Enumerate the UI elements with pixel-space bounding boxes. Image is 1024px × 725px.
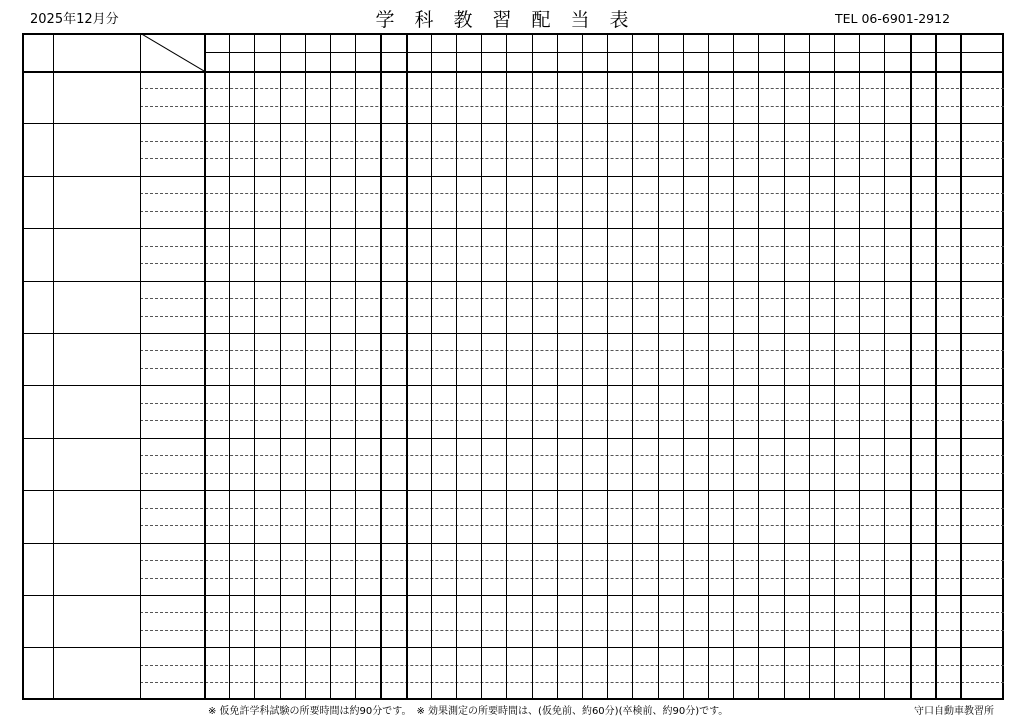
room-rule xyxy=(140,141,1004,142)
day-rule xyxy=(406,33,408,700)
room-rule xyxy=(140,246,1004,247)
room-rule xyxy=(140,316,1004,317)
period-rule xyxy=(22,333,1004,334)
period-rule xyxy=(22,490,1004,491)
day-rule xyxy=(254,33,255,700)
day-rule xyxy=(431,33,432,700)
room-rule xyxy=(140,560,1004,561)
day-rule xyxy=(532,33,533,700)
period-rule xyxy=(22,595,1004,596)
col-rule xyxy=(53,33,54,700)
day-rule xyxy=(935,33,937,700)
day-rule xyxy=(733,33,734,700)
period-rule xyxy=(22,647,1004,648)
day-rule xyxy=(859,33,860,700)
period-rule xyxy=(22,385,1004,386)
room-rule xyxy=(140,368,1004,369)
period-rule xyxy=(22,543,1004,544)
day-rule xyxy=(355,33,356,700)
period-rule xyxy=(22,281,1004,282)
room-rule xyxy=(140,298,1004,299)
day-rule xyxy=(658,33,659,700)
room-rule xyxy=(140,630,1004,631)
day-rule xyxy=(632,33,633,700)
col-rule xyxy=(140,33,141,700)
room-rule xyxy=(140,665,1004,666)
day-rule xyxy=(229,33,230,700)
day-rule xyxy=(557,33,558,700)
period-rule xyxy=(22,438,1004,439)
table-border xyxy=(22,33,1004,700)
day-rule xyxy=(305,33,306,700)
school-name: 守口自動車教習所 xyxy=(914,706,994,717)
day-rule xyxy=(607,33,608,700)
day-rule xyxy=(809,33,810,700)
day-rule xyxy=(884,33,885,700)
room-rule xyxy=(140,88,1004,89)
day-rule xyxy=(380,33,382,700)
period-rule xyxy=(22,228,1004,229)
period-rule xyxy=(22,176,1004,177)
room-rule xyxy=(140,525,1004,526)
room-rule xyxy=(140,263,1004,264)
page-title: 学科教習配当表 xyxy=(375,9,649,31)
room-rule xyxy=(140,106,1004,107)
schedule-table xyxy=(22,33,1004,700)
corner-diagonal xyxy=(140,33,204,71)
day-rule xyxy=(834,33,835,700)
room-rule xyxy=(140,420,1004,421)
room-rule xyxy=(140,158,1004,159)
phone-number: TEL 06-6901-2912 xyxy=(835,11,951,26)
day-rule xyxy=(481,33,482,700)
day-rule xyxy=(582,33,583,700)
room-rule xyxy=(140,403,1004,404)
room-rule xyxy=(140,193,1004,194)
day-rule xyxy=(708,33,709,700)
room-rule xyxy=(140,508,1004,509)
month-label: 2025年12月分 xyxy=(30,12,119,27)
room-rule xyxy=(140,455,1004,456)
header-rule xyxy=(22,71,1004,73)
room-rule xyxy=(140,612,1004,613)
footer-note: ※ 仮免許学科試験の所要時間は約90分です。 ※ 効果測定の所要時間は、(仮免前、約60分)(卒検前、約90分)です。 xyxy=(208,706,729,717)
room-rule xyxy=(140,682,1004,683)
day-rule xyxy=(960,33,962,700)
day-rule xyxy=(683,33,684,700)
day-rule xyxy=(506,33,507,700)
room-rule xyxy=(140,350,1004,351)
day-rule xyxy=(456,33,457,700)
day-rule xyxy=(280,33,281,700)
day-rule xyxy=(784,33,785,700)
day-rule xyxy=(910,33,912,700)
room-rule xyxy=(140,473,1004,474)
day-rule xyxy=(758,33,759,700)
room-rule xyxy=(140,578,1004,579)
col-rule xyxy=(204,33,206,700)
day-rule xyxy=(330,33,331,700)
period-rule xyxy=(22,123,1004,124)
room-rule xyxy=(140,211,1004,212)
